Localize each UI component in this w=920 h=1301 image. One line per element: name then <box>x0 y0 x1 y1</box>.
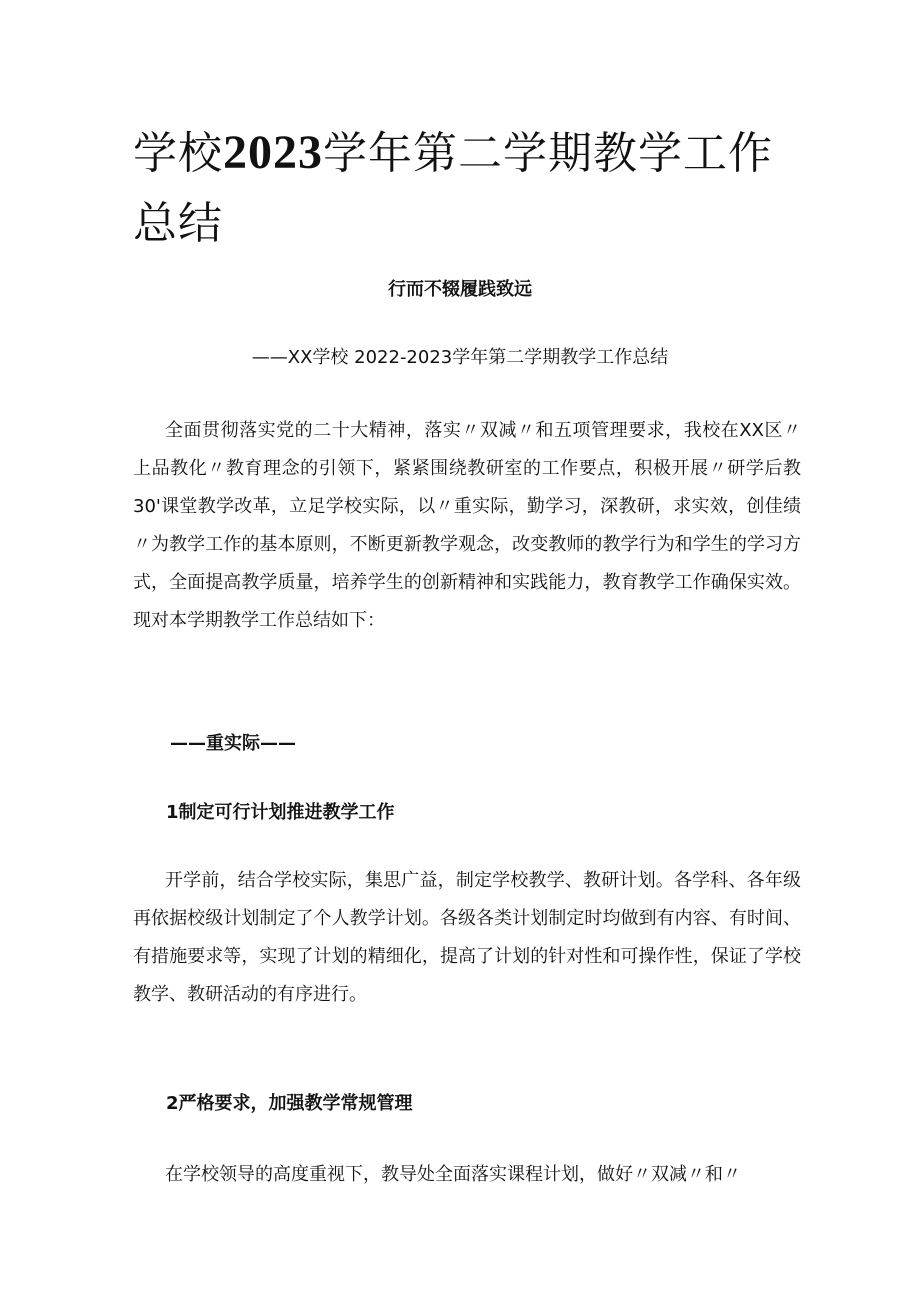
intro-paragraph: 全面贯彻落实党的二十大精神，落实〃双减〃和五项管理要求，我校在XX区〃上品教化〃教育理念的引领下，紧紧围绕教研室的工作要点，积极开展〃研学后教30'课堂教学改革，立足学校实际，以〃重实际，勤学习，深教研，求实效，创佳绩〃为教学工作的基本原则，不断更新教学观念，改变教师的教学行为和学生的学习方式，全面提高教学质量，培养学生的创新精神和实践能力，教育教学工作确保实效。现对本学期教学工作总结如下： <box>133 420 801 631</box>
motto-heading: 行而不辍履践致远 <box>388 279 532 300</box>
item1-heading: 1制定可行计划推进教学工作 <box>166 802 395 823</box>
section-heading: ——重实际—— <box>170 733 296 754</box>
title-suffix: 学年第二学期教学工作总结 <box>133 128 773 249</box>
item2-heading: 2严格要求，加强教学常规管理 <box>166 1093 413 1114</box>
title-prefix: 学校 <box>133 128 223 179</box>
document-subtitle: ——XX学校 2022-2023学年第二学期教学工作总结 <box>251 347 669 368</box>
item2-paragraph: 在学校领导的高度重视下，教导处全面落实课程计划，做好〃双减〃和〃 <box>165 1164 741 1185</box>
item1-paragraph: 开学前，结合学校实际，集思广益，制定学校教学、教研计划。各学科、各年级再依据校级计划制定了个人教学计划。各级各类计划制定时均做到有内容、有时间、有措施要求等，实现了计划的精细化，提高了计划的针对性和可操作性，保证了学校教学、教研活动的有序进行。 <box>133 870 801 1005</box>
title-year: 2023 <box>223 126 323 179</box>
document-title <box>133 118 813 259</box>
